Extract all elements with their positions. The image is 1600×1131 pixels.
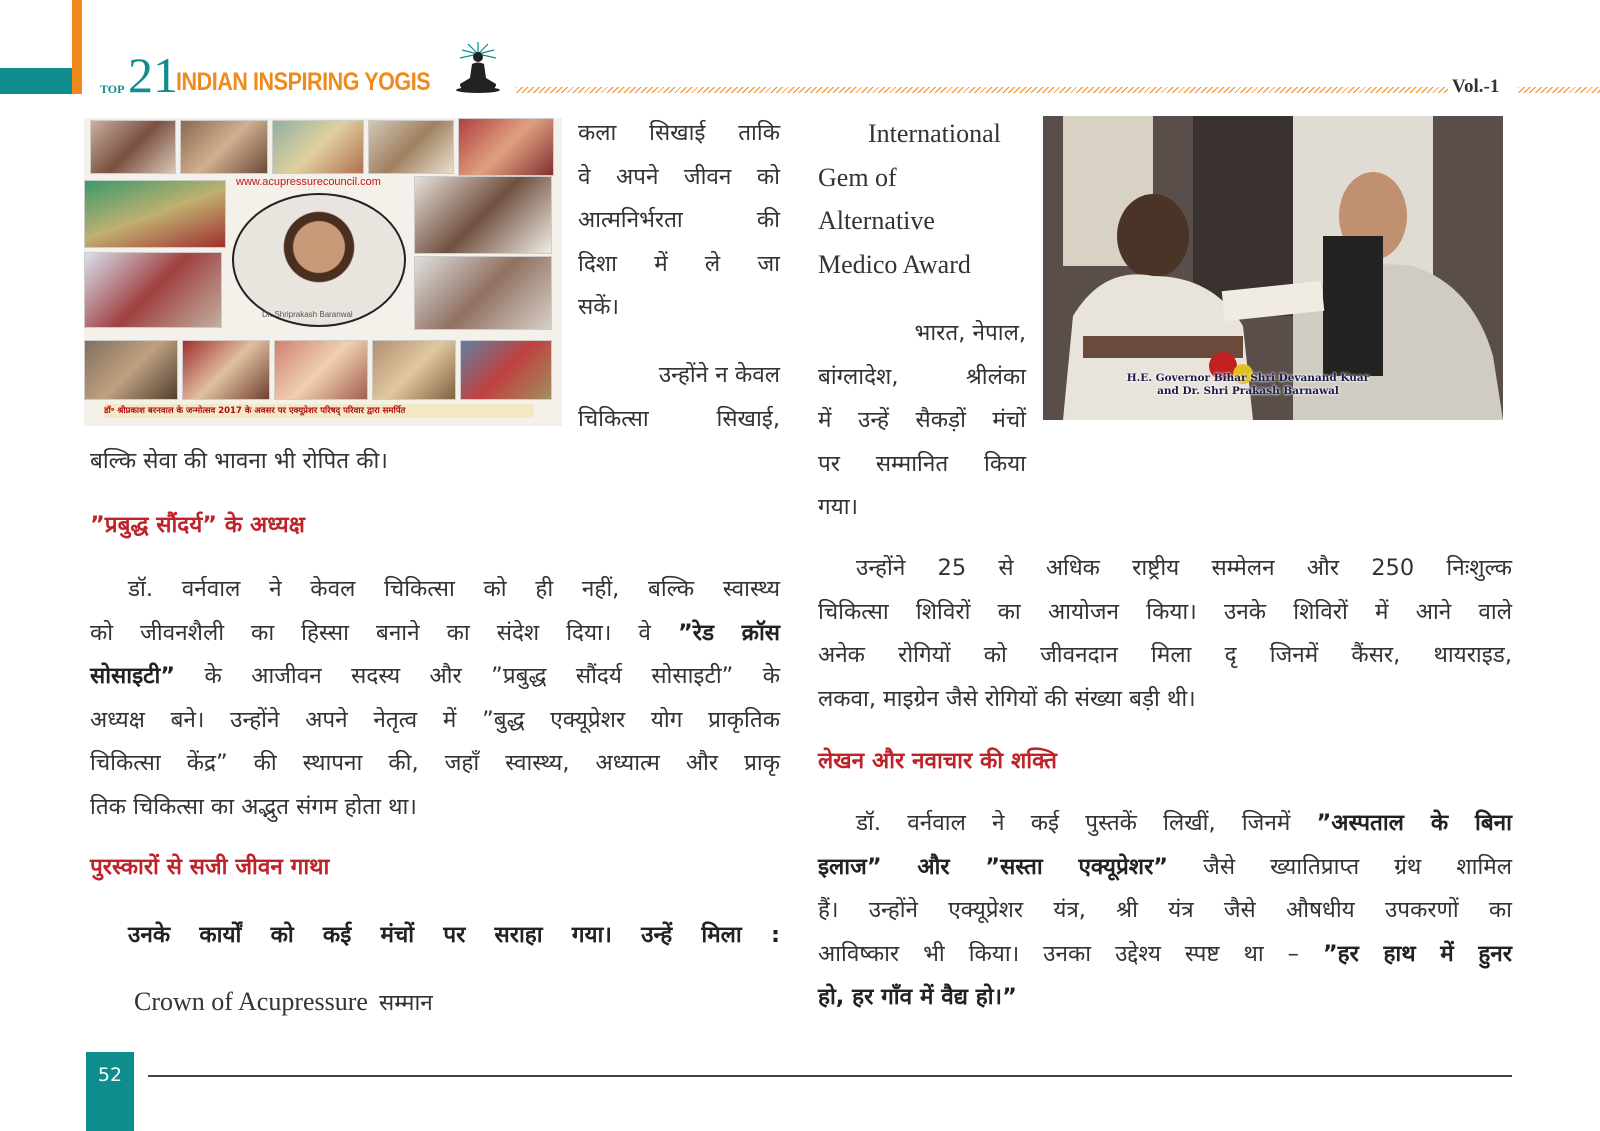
- bold-text: सोसाइटी”: [90, 663, 176, 689]
- text-line: भारत, नेपाल,: [914, 320, 1026, 346]
- text-line: चिकित्सा सिखाई,: [578, 405, 780, 432]
- header-orange-accent: [72, 0, 82, 94]
- text-line: Medico Award: [818, 249, 971, 279]
- text-line: वे अपने जीवन को: [578, 163, 780, 190]
- portrait-circle: [232, 193, 406, 327]
- collage-photo: [182, 340, 270, 400]
- text-span: जैसे ख्यातिप्राप्त ग्रंथ शामिल: [1168, 853, 1513, 880]
- bold-text: ”हर हाथ में हुनर: [1322, 940, 1512, 967]
- collage-photo: [368, 120, 454, 174]
- collage-photo: [372, 340, 456, 400]
- text-line: अनेक रोगियों को जीवनदान मिला दृ जिनमें कैंसर, थायराइड,: [818, 642, 1512, 668]
- text-line: [90, 612, 780, 656]
- text-line: आत्मनिर्भरता की: [578, 207, 780, 233]
- volume-label: Vol.-1: [1452, 76, 1500, 97]
- portrait-name: Dr. Shriprakash Baranwal: [262, 310, 353, 319]
- collage-photo: [414, 256, 552, 330]
- award-item: [134, 982, 433, 1026]
- text-span: के आजीवन सदस्य और ”प्रबुद्ध सौंदर्य सोसाइटी” के: [204, 663, 781, 689]
- collage-photo: [84, 180, 226, 248]
- section-heading: पुरस्कारों से सजी जीवन गाथा: [90, 854, 330, 880]
- section-heading: ”प्रबुद्ध सौंदर्य” के अध्यक्ष: [90, 512, 305, 538]
- collage-photo: [274, 340, 368, 400]
- text-line: [818, 846, 1512, 890]
- text-line: लकवा, माइग्रेन जैसे रोगियों की संख्या बड़ी थी।: [818, 685, 1196, 712]
- collage-photo: [90, 120, 176, 174]
- text-line: दिशा में ले जा: [578, 250, 780, 277]
- text-line: Alternative: [818, 206, 935, 235]
- text-line: बांग्लादेश, श्रीलंका: [818, 363, 1026, 390]
- text-line: कला सिखाई ताकि: [578, 120, 780, 146]
- text-line: डॉ. वर्नवाल ने केवल चिकित्सा को ही नहीं, बल्कि स्वास्थ्य: [128, 576, 780, 602]
- text-line: [818, 933, 1512, 977]
- text-line: में उन्हें सैकड़ों मंचों: [818, 407, 1026, 433]
- award-description: [818, 312, 1026, 530]
- header-title: INDIAN INSPIRING YOGIS: [176, 68, 431, 96]
- text-line: Gem of: [818, 162, 897, 192]
- text-line: सकें।: [578, 294, 620, 320]
- header-top-label: TOP: [100, 82, 125, 96]
- bold-text: इलाज” और ”सस्ता एक्यूप्रेशर”: [818, 853, 1169, 880]
- meditating-yogi-icon: [452, 40, 504, 96]
- collage-photo: [458, 118, 554, 176]
- section-heading: लेखन और नवाचार की शक्ति: [818, 748, 1057, 774]
- text-line: [90, 655, 780, 699]
- bold-text: ”अस्पताल के बिना: [1316, 810, 1512, 836]
- collage-url: www.acupressurecouncil.com: [236, 176, 381, 188]
- footer-rule: [148, 1075, 1512, 1077]
- paragraph-camps: [818, 547, 1512, 721]
- collage-photo: [180, 120, 268, 174]
- header-number: 21: [128, 47, 178, 103]
- text-line: तिक चिकित्सा का अद्भुत संगम होता था।: [90, 793, 417, 820]
- award-name: Crown of Acupressure: [134, 987, 368, 1016]
- left-wrap-text-2: [578, 354, 780, 441]
- awards-intro: उनके कार्यों को कई मंचों पर सराहा गया। उन्हें मिला :: [128, 922, 780, 948]
- text-line: International: [868, 119, 1001, 148]
- page-number: 52: [97, 1064, 123, 1086]
- photo-collage: [84, 118, 562, 426]
- text-line: चिकित्सा केंद्र” की स्थापना की, जहाँ स्वास्थ्य, अध्यात्म और प्राकृ: [90, 750, 780, 776]
- photo-caption: [1103, 372, 1393, 398]
- caption-line: and Dr. Shri Prakash Barnawal: [1157, 385, 1339, 397]
- text-line: [818, 802, 1512, 846]
- caption-line: H.E. Governor Bihar Shri Devanand Kuar: [1126, 372, 1370, 384]
- paragraph-red-cross: [90, 568, 780, 829]
- collage-photo: [84, 252, 222, 328]
- collage-caption: डॉ॰ श्रीप्रकाश बरनवाल के जन्मोत्सव 2017 के अवसर पर एक्यूप्रेशर परिषद् परिवार द्वारा समर्पित: [104, 404, 534, 418]
- text-line: चिकित्सा शिविरों का आयोजन किया। उनके शिविरों में आने वाले: [818, 598, 1512, 625]
- header-divider: [516, 87, 1448, 93]
- text-line: हो, हर गाँव में वैद्य हो।”: [818, 984, 1017, 1010]
- collage-photo: [414, 176, 552, 254]
- paragraph-writing: [818, 802, 1512, 1020]
- text-span: को जीवनशैली का हिस्सा बनाने का संदेश दिया। वे: [90, 619, 651, 646]
- award-suffix: सम्मान: [379, 990, 433, 1016]
- collage-photo: [84, 340, 178, 400]
- header-teal-accent: [0, 68, 72, 94]
- award-title-block: [818, 112, 1026, 286]
- text-span: डॉ. वर्नवाल ने कई पुस्तकें लिखीं, जिनमें: [856, 810, 1317, 836]
- text-line: गया।: [818, 494, 859, 520]
- text-line: उन्होंने 25 से अधिक राष्ट्रीय सम्मेलन और 250 निःशुल्क: [856, 555, 1512, 581]
- collage-photo: [460, 340, 552, 400]
- text-line: उन्होंने न केवल: [658, 362, 780, 388]
- governor-award-photo: [1043, 116, 1503, 420]
- text-line: अध्यक्ष बने। उन्होंने अपने नेतृत्व में ”बुद्ध एक्यूप्रेशर योग प्राकृतिक: [90, 706, 780, 733]
- text-line: हैं। उन्होंने एक्यूप्रेशर यंत्र, श्री यंत्र जैसे औषधीय उपकरणों का: [818, 897, 1512, 923]
- header-divider-end: [1518, 87, 1600, 93]
- left-wrap-text-1: [578, 112, 780, 330]
- bold-text: ”रेड क्रॉस: [677, 619, 780, 646]
- text-line: पर सम्मानित किया: [818, 450, 1026, 477]
- left-continuation: बल्कि सेवा की भावना भी रोपित की।: [90, 448, 388, 474]
- collage-photo: [272, 120, 364, 174]
- text-span: आविष्कार भी किया। उनका उद्देश्य स्पष्ट था –: [818, 940, 1323, 967]
